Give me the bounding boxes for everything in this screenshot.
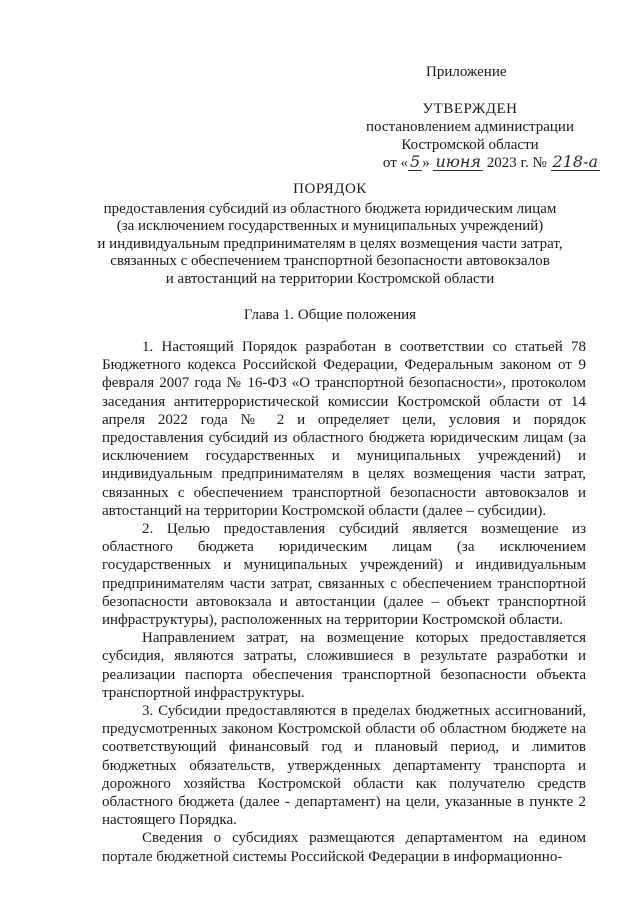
approval-date-line <box>340 154 600 172</box>
paragraph-2-continued: Направлением затрат, на возмещение которых предоставляется субсидия, являются затраты, сложившиеся в результате разработки и реализации паспорта обеспечения транспортной безопасности объекта транспортной инфраструктуры. <box>102 630 586 701</box>
approval-stamp-block <box>340 100 600 172</box>
title-line-2: (за исключением государственных и муниципальных учреждений) <box>116 218 544 234</box>
title-line-3: и индивидуальным предпринимателям в целях возмещения части затрат, <box>97 235 563 252</box>
document-title: ПОРЯДОК <box>293 181 367 197</box>
paragraph-1: 1. Настоящий Порядок разработан в соответствии со статьей 78 Бюджетного кодекса Российской Федерации, Федеральным законом от 9 февраля 2007 года № 16-ФЗ «О транспортной безопасности», протоколом заседания антитеррористической комиссии Костромской области от 14 апреля 2022 года № 2 и определяет цели, условия и порядок предоставления субсидий из областного бюджета юридическим лицам (за исключением государственных и муниципальных учреждений) и индивидуальным предпринимателям в целях возмещения части затрат, связанных с обеспечением транспортной безопасности автовокзалов и автостанций на территории Костромской области (далее – субсидии). <box>102 339 586 519</box>
appendix-label: Приложение <box>426 64 507 80</box>
chapter-heading: Глава 1. Общие положения <box>243 307 417 323</box>
paragraph-3: 3. Субсидии предоставляются в пределах бюджетных ассигнований, предусмотренных законом Костромской области об областном бюджете на соответствующий финансовый год и плановый период, и лимитов бюджетных обязательств, утвержденных департаменту транспорта и дорожного хозяйства Костромской области как получателю средств областного бюджета (далее - департамент) на цели, указанные в пункте 2 настоящего Порядка. <box>102 703 586 829</box>
document-body <box>102 338 586 866</box>
title-line-5: и автостанций на территории Костромской области <box>165 270 495 287</box>
approved-by-line-2: Костромской области <box>401 137 539 153</box>
paragraph-3-continued: Сведения о субсидиях размещаются департаментом на едином портале бюджетной системы Российской Федерации в информационно- <box>102 830 586 865</box>
title-line-4: связанных с обеспечением транспортной безопасности автовокзалов <box>110 253 550 269</box>
date-mid: » <box>422 155 430 171</box>
approved-heading: УТВЕРЖДЕН <box>422 101 518 117</box>
paragraph-2: 2. Целью предоставления субсидий является возмещение из областного бюджета юридическим лицам (за исключением государственных и муниципальных учреждений) и индивидуальным предпринимателям части затрат, связанных с обеспечением транспортной безопасности автовокзала и автостанции (далее – объект транспортной инфраструктуры), расположенных на территории Костромской области. <box>102 521 586 629</box>
handwritten-number: 218-а <box>552 152 598 171</box>
handwritten-day: 5 <box>410 152 421 171</box>
date-prefix: от « <box>382 155 409 171</box>
title-line-1: предоставления субсидий из областного бюджета юридическим лицам <box>103 200 557 217</box>
date-year: 2023 г. № <box>486 155 547 171</box>
handwritten-month: июня <box>435 152 481 171</box>
document-title-block <box>60 181 600 288</box>
approved-by-line-1: постановлением администрации <box>366 119 574 135</box>
